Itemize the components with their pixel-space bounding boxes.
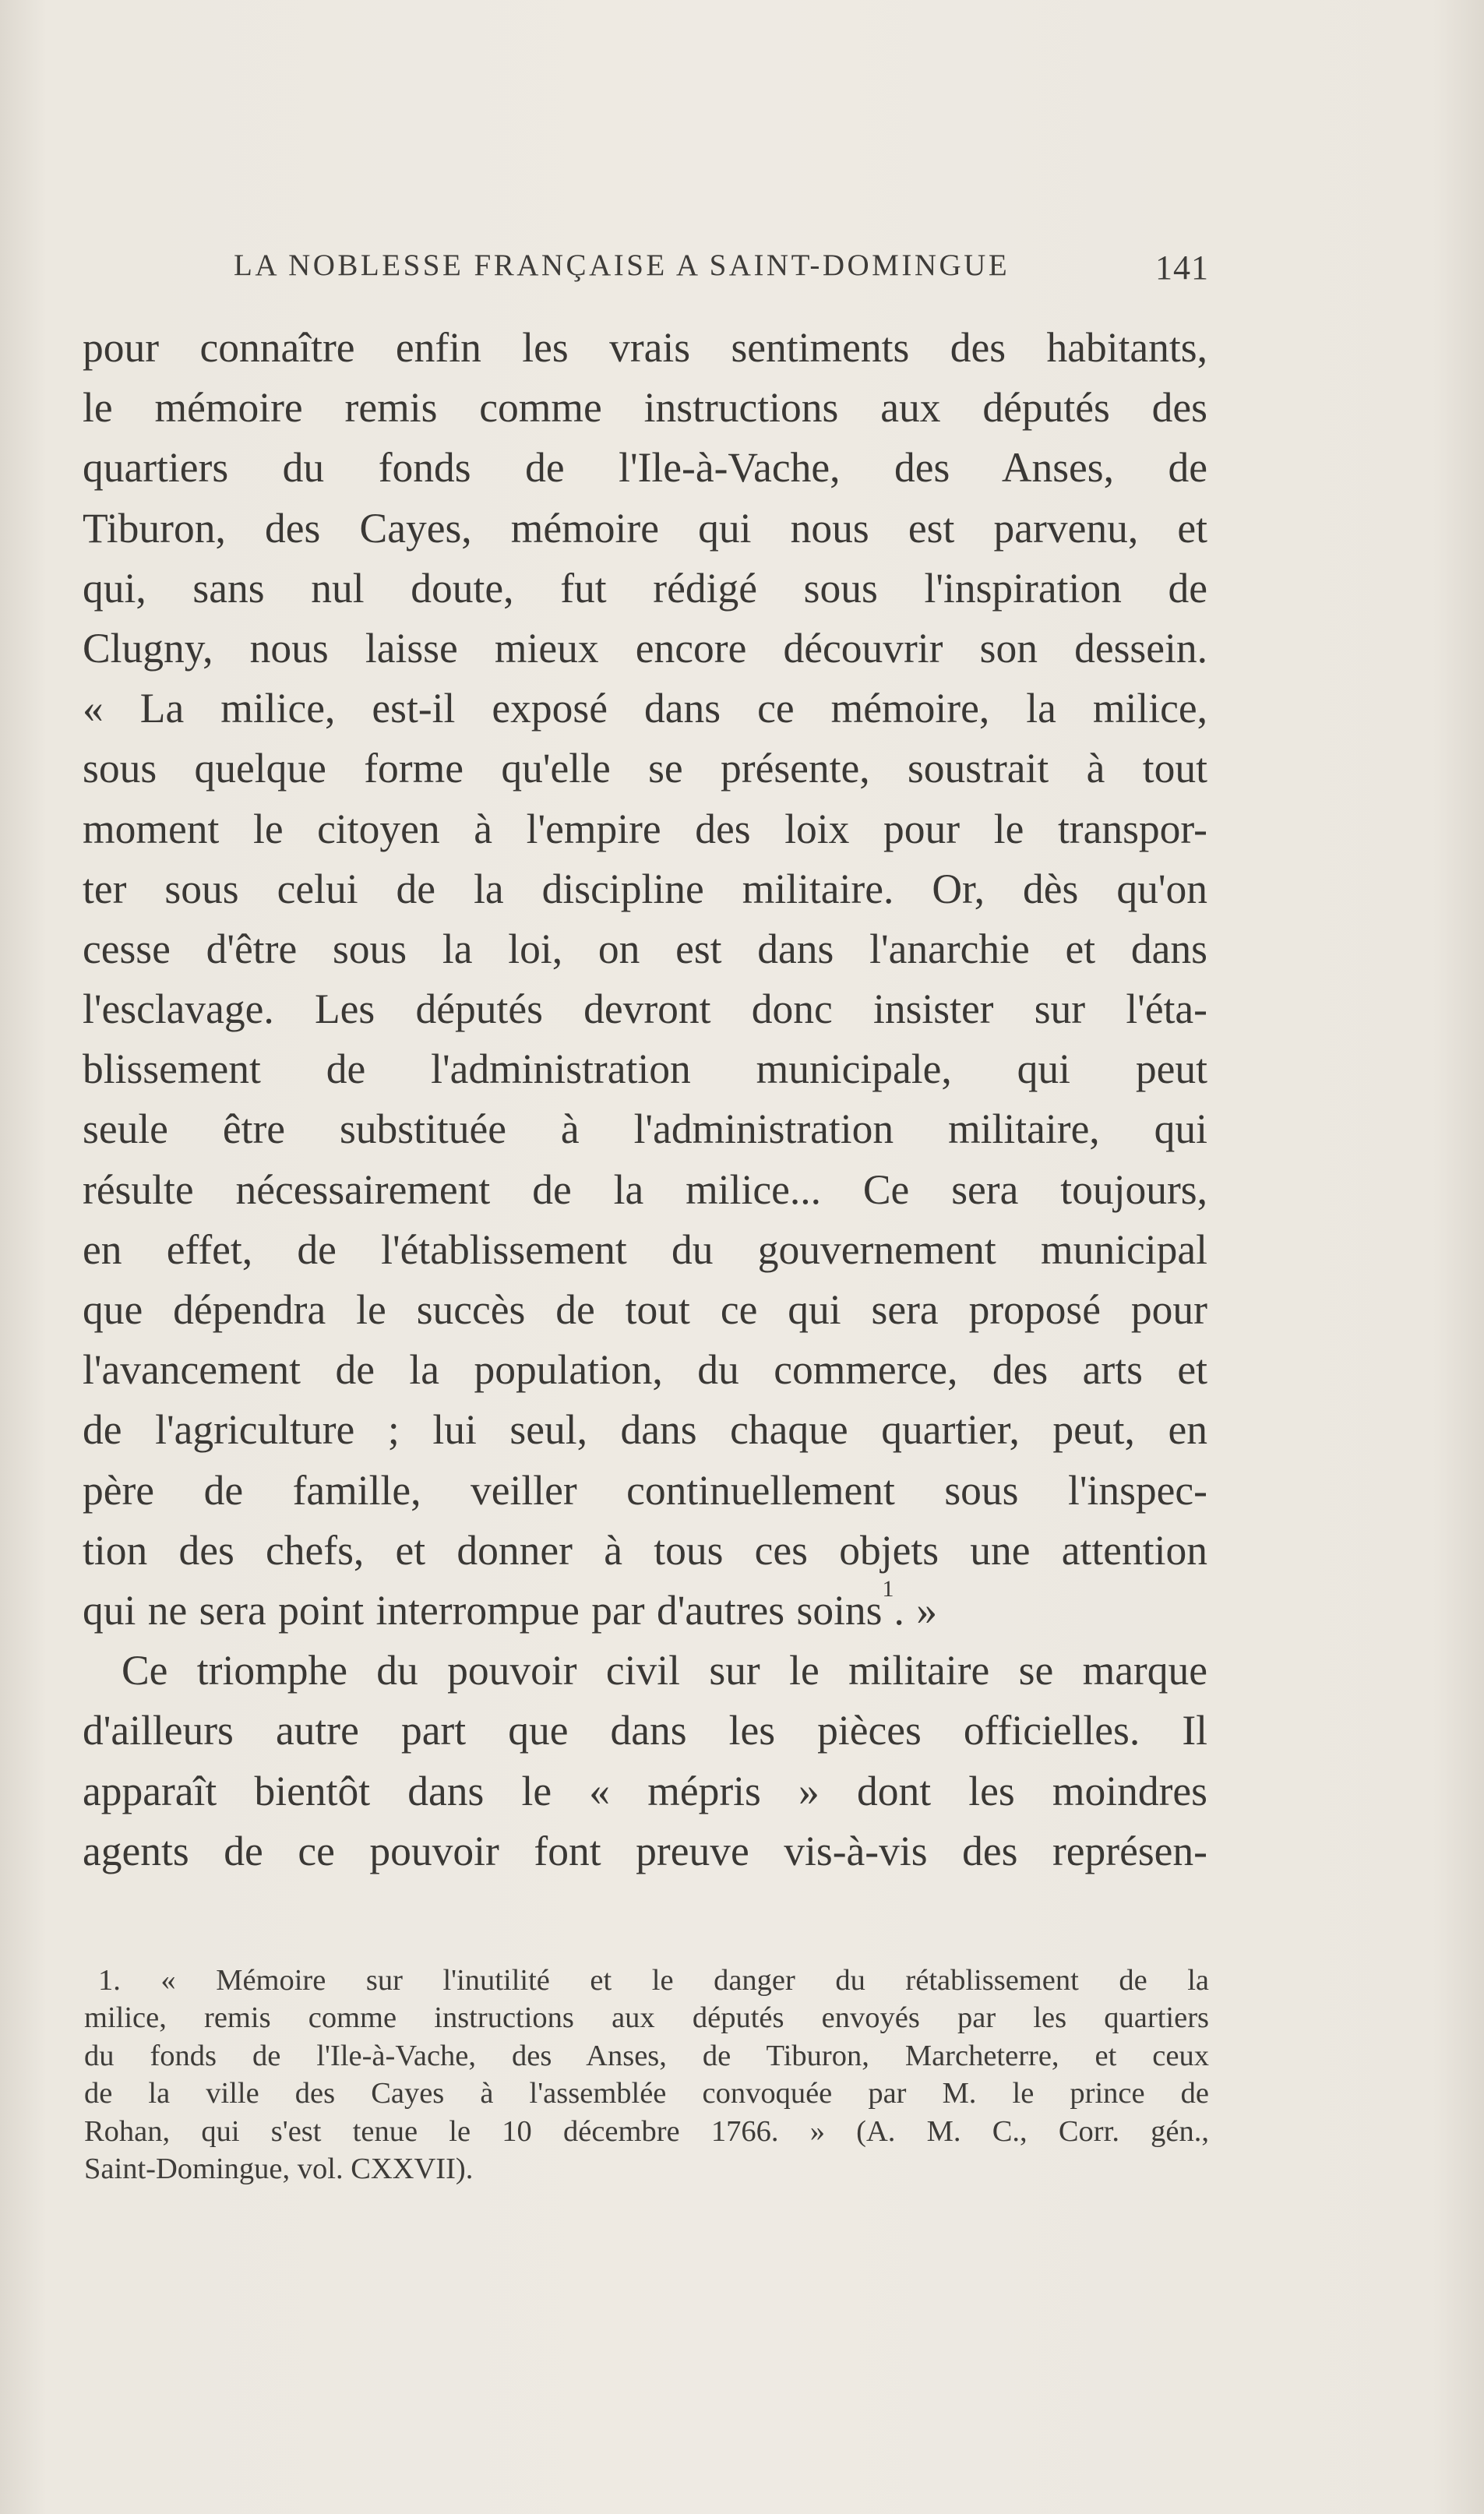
text-line: Tiburon, des Cayes, mémoire qui nous est parvenu, et	[83, 504, 1207, 552]
footnote-line: du fonds de l'Ile-à-Vache, des Anses, de Tiburon, Marcheterre, et ceux	[84, 2039, 1209, 2072]
text-line: qui, sans nul doute, fut rédigé sous l'inspiration de	[83, 564, 1207, 612]
text-line-content: qui ne sera point interrompue par d'autres soins	[83, 1586, 883, 1634]
text-line: l'avancement de la population, du commerce, des arts et	[83, 1346, 1207, 1394]
text-line: résulte nécessairement de la milice... Ce sera toujours,	[83, 1165, 1207, 1213]
running-head	[234, 248, 1209, 287]
text-line: agents de ce pouvoir font preuve vis-à-vis des représen-	[83, 1827, 1207, 1874]
footnote-line: Rohan, qui s'est tenue le 10 décembre 1766. » (A. M. C., Corr. gén.,	[84, 2114, 1209, 2148]
text-line: ter sous celui de la discipline militaire. Or, dès qu'on	[83, 865, 1207, 912]
text-line: l'esclavage. Les députés devront donc insister sur l'éta-	[83, 986, 1207, 1033]
footnote-line	[84, 1962, 1209, 1999]
text-line: Clugny, nous laisse mieux encore découvrir son dessein.	[83, 624, 1207, 672]
footnote	[84, 1962, 1209, 2188]
text-line: moment le citoyen à l'empire des loix pour le transpor-	[83, 805, 1207, 852]
text-line: que dépendra le succès de tout ce qui sera proposé pour	[83, 1286, 1207, 1333]
text-line: père de famille, veiller continuellement sous l'inspec-	[83, 1466, 1207, 1514]
text-line: pour connaître enfin les vrais sentiments des habitants,	[83, 324, 1207, 371]
text-line-quote-end	[83, 1575, 1207, 1641]
text-line: seule être substituée à l'administration militaire, qui	[83, 1105, 1207, 1153]
footnote-text: « Mémoire sur l'inutilité et le danger du rétablissement de la	[160, 1964, 1209, 1997]
footnote-line: Saint-Domingue, vol. CXXVII).	[84, 2152, 474, 2185]
text-line: en effet, de l'établissement du gouvernement municipal	[83, 1225, 1207, 1273]
text-line: quartiers du fonds de l'Ile-à-Vache, des Anses, de	[83, 444, 1207, 492]
text-line: de l'agriculture ; lui seul, dans chaque quartier, peut, en	[83, 1406, 1207, 1454]
footnote-line: milice, remis comme instructions aux députés envoyés par les quartiers	[84, 2001, 1209, 2035]
text-line: tion des chefs, et donner à tous ces objets une attention	[83, 1526, 1207, 1574]
text-line: cesse d'être sous la loi, on est dans l'anarchie et dans	[83, 925, 1207, 972]
text-line-paragraph-start: Ce triomphe du pouvoir civil sur le militaire se marque	[122, 1647, 1207, 1694]
footnote-marker: 1.	[98, 1964, 121, 1997]
text-line: « La milice, est-il exposé dans ce mémoire, la milice,	[83, 685, 1207, 732]
quote-close: . »	[894, 1586, 938, 1634]
footnote-reference[interactable]: 1	[882, 1575, 894, 1602]
body-text	[83, 318, 1207, 1881]
text-line: apparaît bientôt dans le « mépris » dont les moindres	[83, 1767, 1207, 1814]
text-line: sous quelque forme qu'elle se présente, soustrait à tout	[83, 745, 1207, 792]
page-number: 141	[1155, 249, 1209, 287]
text-line: d'ailleurs autre part que dans les pièces officielles. Il	[83, 1707, 1207, 1754]
text-line: blissement de l'administration municipale, qui peut	[83, 1045, 1207, 1093]
running-title: LA NOBLESSE FRANÇAISE A SAINT-DOMINGUE	[234, 249, 1010, 282]
text-line: le mémoire remis comme instructions aux députés des	[83, 384, 1207, 432]
footnote-line: de la ville des Cayes à l'assemblée convoquée par M. le prince de	[84, 2077, 1209, 2110]
